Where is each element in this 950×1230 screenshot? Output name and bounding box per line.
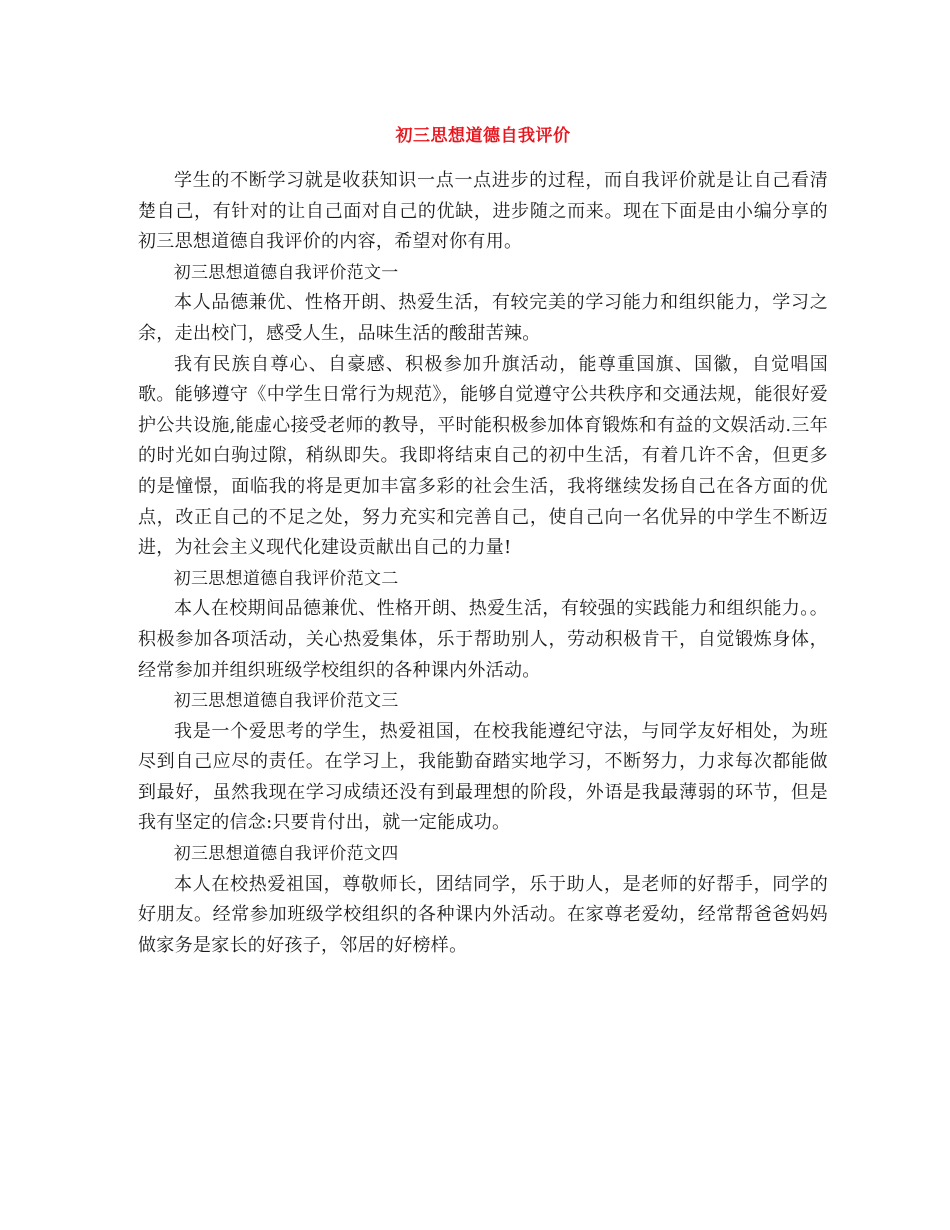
section-heading-2: 初三思想道德自我评价范文二 <box>173 568 399 589</box>
section-heading-3: 初三思想道德自我评价范文三 <box>173 691 399 712</box>
section-2-paragraph-1: 本人在校期间品德兼优、性格开朗、热爱生活，有较强的实践能力和组织能力。。积极参加各项活动，关心热爱集体，乐于帮助别人，劳动积极肯干，自觉锻炼身体，经常参加并组织班级学校组织的各种课内外活动。 <box>138 598 828 681</box>
document-page <box>138 118 828 961</box>
section-1-paragraph-2: 我有民族自尊心、自豪感、积极参加升旗活动，能尊重国旗、国徽，自觉唱国歌。能够遵守《中学生日常行为规范》，能够自觉遵守公共秩序和交通法规，能很好爱护公共设施,能虚心接受老师的教导，平时能积极参加体育锻炼和有益的文娱活动.三年的时光如白驹过隙，稍纵即失。我即将结束自己的初中生活，有着几许不舍，但更多的是憧憬，面临我的将是更加丰富多彩的社会生活，我将继续发扬自己在各方面的优点，改正自己的不足之处，努力充实和完善自己，使自己向一名优异的中学生不断迈进，为社会主义现代化建设贡献出自己的力量! <box>138 353 828 559</box>
document-title: 初三思想道德自我评价 <box>395 126 571 146</box>
section-3-paragraph-1: 我是一个爱思考的学生，热爱祖国，在校我能遵纪守法，与同学友好相处，为班尽到自己应尽的责任。在学习上，我能勤奋踏实地学习，不断努力，力求每次都能做到最好，虽然我现在学习成绩还没有到最理想的阶段，外语是我最薄弱的环节，但是我有坚定的信念:只要肯付出，就一定能成功。 <box>138 720 828 834</box>
section-heading-1: 初三思想道德自我评价范文一 <box>173 262 399 283</box>
intro-paragraph: 学生的不断学习就是收获知识一点一点进步的过程，而自我评价就是让自己看清楚自己，有针对的让自己面对自己的优缺，进步随之而来。现在下面是由小编分享的初三思想道德自我评价的内容，希望对你有用。 <box>138 170 828 253</box>
section-heading-4: 初三思想道德自我评价范文四 <box>173 844 399 865</box>
section-1-paragraph-1: 本人品德兼优、性格开朗、热爱生活，有较完美的学习能力和组织能力，学习之余，走出校门，感受人生，品味生活的酸甜苦辣。 <box>138 292 828 344</box>
section-4-paragraph-1: 本人在校热爱祖国，尊敬师长，团结同学，乐于助人，是老师的好帮手，同学的好朋友。经常参加班级学校组织的各种课内外活动。在家尊老爱幼，经常帮爸爸妈妈做家务是家长的好孩子，邻居的好榜样。 <box>138 873 828 956</box>
